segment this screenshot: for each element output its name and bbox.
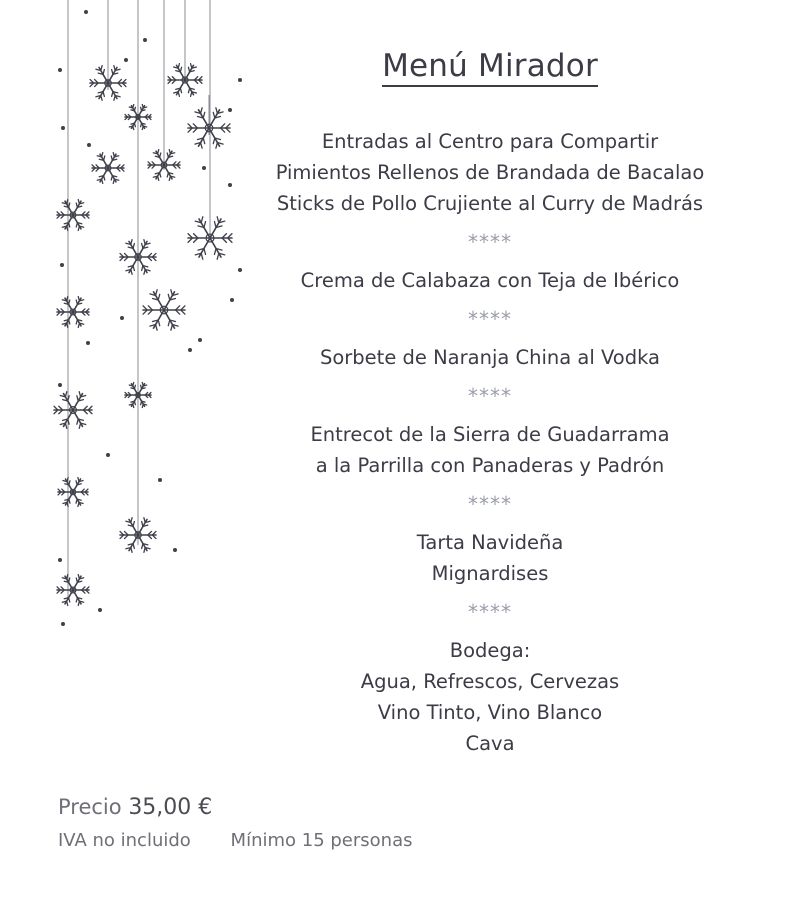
price-footnote (58, 830, 413, 851)
snow-dot (202, 166, 206, 170)
snow-dot (173, 548, 177, 552)
snow-dot (86, 341, 90, 345)
minimum-guests: Mínimo 15 personas (230, 830, 413, 851)
separator: **** (468, 230, 512, 254)
course-line: Vino Tinto, Vino Blanco (377, 701, 603, 724)
course-line: Agua, Refrescos, Cervezas (360, 670, 620, 693)
snowflake-icon (57, 200, 89, 231)
snow-dot (98, 608, 102, 612)
course-soup (240, 265, 740, 296)
snowflake-icon (58, 478, 88, 507)
snow-dot (188, 348, 192, 352)
menu-body (240, 126, 740, 759)
course-drinks (240, 635, 740, 759)
price-amount: 35,00 € (128, 795, 213, 820)
snow-dot (60, 263, 64, 267)
snow-dot (158, 478, 162, 482)
menu-title: Menú Mirador (370, 48, 610, 84)
course-line: Crema de Calabaza con Teja de Ibérico (300, 269, 680, 292)
snow-dot (61, 126, 65, 130)
snow-dot (143, 38, 147, 42)
separator: **** (468, 307, 512, 331)
snowflake-icon (143, 290, 185, 330)
snow-dot (120, 316, 124, 320)
snow-dot (228, 108, 232, 112)
course-line: Sorbete de Naranja China al Vodka (319, 346, 661, 369)
course-line: Entradas al Centro para Compartir (321, 130, 659, 153)
snow-dot (228, 183, 232, 187)
snow-dot (58, 558, 62, 562)
snow-dot (58, 383, 62, 387)
snowflake-icon (92, 153, 124, 184)
snow-dot (58, 68, 62, 72)
snow-dot (87, 143, 91, 147)
course-line: Sticks de Pollo Crujiente al Curry de Madrás (276, 192, 704, 215)
course-starters (240, 126, 740, 219)
snowflake-icon (57, 297, 89, 328)
course-line: Mignardises (431, 562, 549, 585)
snowflake-decoration (0, 0, 260, 640)
price-label: Precio (58, 795, 122, 819)
course-sorbet (240, 342, 740, 373)
course-line: Bodega: (449, 639, 531, 662)
separator: **** (468, 492, 512, 516)
separator: **** (468, 600, 512, 624)
snow-dot (106, 453, 110, 457)
snowflake-icon (54, 392, 92, 429)
course-main (240, 419, 740, 481)
snow-dot (61, 622, 65, 626)
course-line: a la Parrilla con Panaderas y Padrón (315, 454, 665, 477)
snow-dot (124, 58, 128, 62)
snow-dot (238, 78, 242, 82)
course-dessert (240, 527, 740, 589)
tax-note: IVA no incluido (58, 830, 191, 851)
course-line: Entrecot de la Sierra de Guadarrama (310, 423, 670, 446)
course-line: Tarta Navideña (416, 531, 564, 554)
separator: **** (468, 384, 512, 408)
course-line: Pimientos Rellenos de Brandada de Bacalao (275, 161, 705, 184)
snow-dot (84, 10, 88, 14)
snowflake-icon (57, 575, 89, 606)
snow-dot (198, 338, 202, 342)
price-line (58, 795, 212, 820)
snow-dot (230, 298, 234, 302)
course-line: Cava (465, 732, 515, 755)
